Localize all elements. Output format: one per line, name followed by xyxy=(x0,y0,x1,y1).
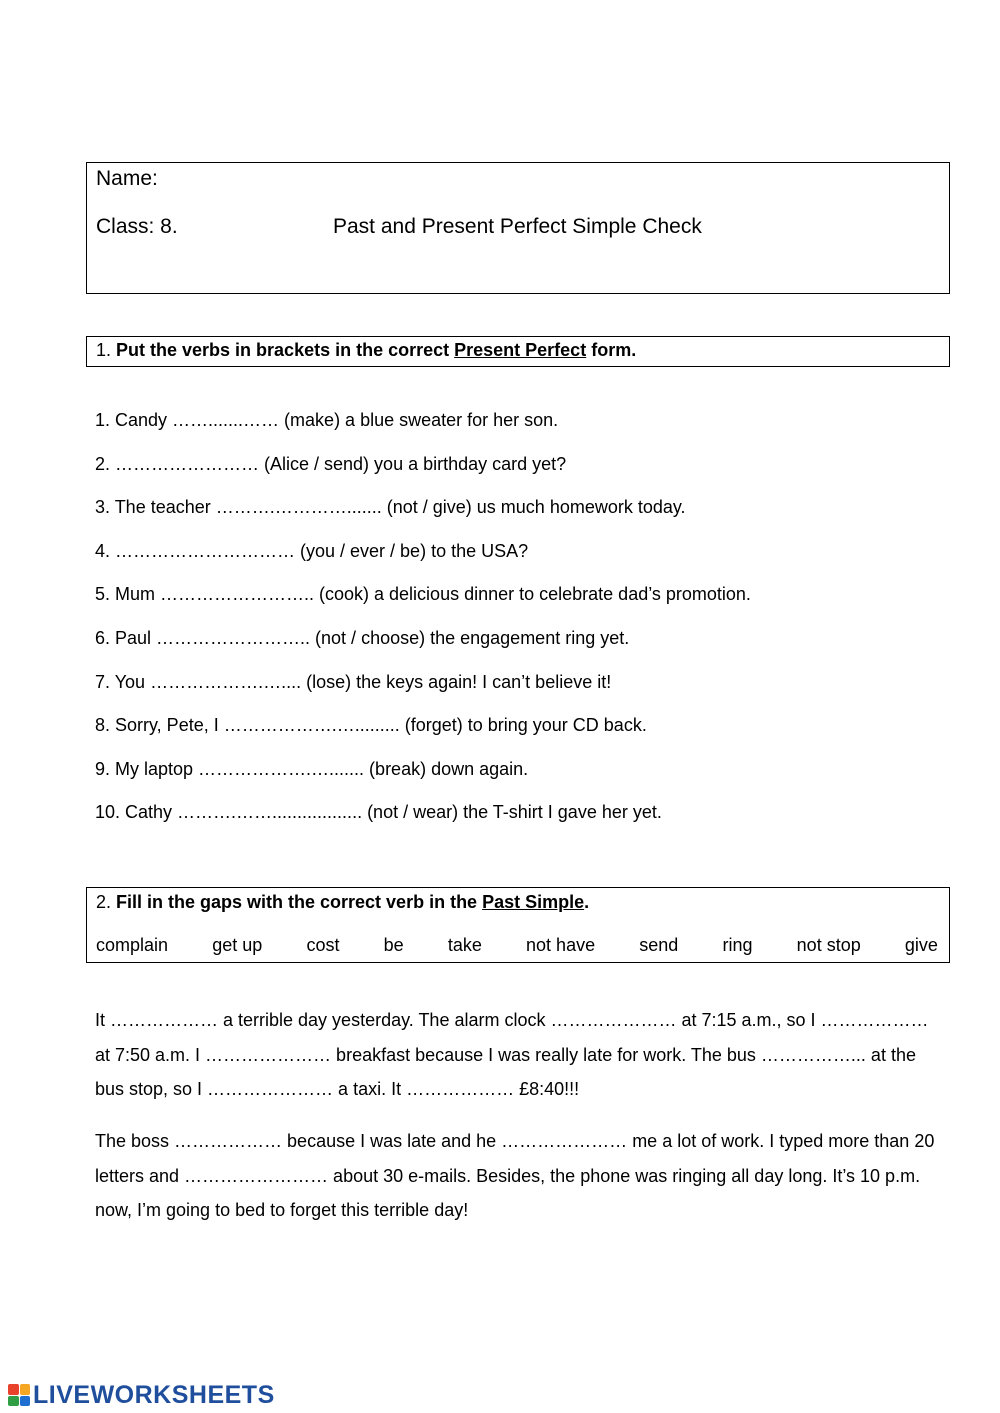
section2-number: 2. xyxy=(96,892,117,912)
exercise-item: 8. Sorry, Pete, I ……………….…......... (forget) to bring your CD back. xyxy=(95,715,647,736)
section1-exercise-list xyxy=(95,408,751,844)
liveworksheets-logo xyxy=(8,1381,275,1409)
section1-instr-underlined: Present Perfect xyxy=(454,340,587,360)
word-bank-item: ring xyxy=(722,935,753,955)
exercise-item: 1. Candy …….......…… (make) a blue sweater for her son. xyxy=(95,410,559,430)
exercise-item: 6. Paul …………………….. (not / choose) the engagement ring yet. xyxy=(95,627,630,648)
section2-box xyxy=(86,887,950,963)
word-bank-item: not have xyxy=(526,935,596,955)
word-bank-item: not stop xyxy=(796,935,861,955)
word-bank-item: give xyxy=(904,935,938,955)
section2-instr-underlined: Past Simple xyxy=(482,892,585,912)
gap-fill-paragraph-1: It ……………… a terrible day yesterday. The alarm clock ………………… at 7:15 a.m., so I ……………… at 7:50 a.m. I ………………… breakfast because I was really late for work. The bus ……………... at the bus stop, so I ………………… a taxi. It ……………… £8:40!!! xyxy=(95,1010,929,1099)
header-box xyxy=(86,162,950,294)
section1-instr-a: Put the verbs in brackets in the correct xyxy=(116,340,455,360)
section1-instr-b: form. xyxy=(586,340,637,360)
word-bank-item: get up xyxy=(212,935,263,955)
exercise-item: 2. …………………… (Alice / send) you a birthday card yet? xyxy=(95,453,567,474)
logo-text: LIVEWORKSHEETS xyxy=(33,1380,275,1409)
exercise-item: 7. You ……………….….... (lose) the keys again! I can’t believe it! xyxy=(95,671,612,692)
section2-instruction xyxy=(96,892,589,913)
worksheet-title: Past and Present Perfect Simple Check xyxy=(333,215,702,238)
gap-fill-paragraph-2: The boss ……………… because I was late and he ………………… me a lot of work. I typed more than 20 letters and …………………… about 30 e-mails. Besides, the phone was ringing all day long. It’s 10 p.m. now, I’m going to bed to forget this terrible day! xyxy=(95,1131,935,1220)
class-label: Class: 8. xyxy=(96,215,178,238)
exercise-item: 9. My laptop ……………….…....... (break) down again. xyxy=(95,758,529,779)
name-label: Name: xyxy=(96,167,158,190)
word-bank-item: complain xyxy=(96,935,169,955)
word-bank-item: cost xyxy=(306,935,340,955)
section1-number: 1. xyxy=(96,340,117,360)
section2-instr-b: . xyxy=(584,892,590,912)
section2-instr-a: Fill in the gaps with the correct verb in the xyxy=(116,892,483,912)
word-bank-item: be xyxy=(383,935,404,955)
word-bank-item: take xyxy=(447,935,482,955)
logo-mark-icon xyxy=(8,1384,30,1406)
exercise-item: 10. Cathy ……….…….................. (not / wear) the T-shirt I gave her yet. xyxy=(95,802,662,823)
exercise-item: 3. The teacher ……….…………....... (not / give) us much homework today. xyxy=(95,497,686,518)
word-bank-item: send xyxy=(639,935,679,955)
exercise-item: 4. ………………………… (you / ever / be) to the USA? xyxy=(95,540,529,561)
word-bank xyxy=(96,935,938,956)
section1-instruction xyxy=(86,336,950,367)
exercise-item: 5. Mum …………………….. (cook) a delicious dinner to celebrate dad’s promotion. xyxy=(95,584,751,605)
